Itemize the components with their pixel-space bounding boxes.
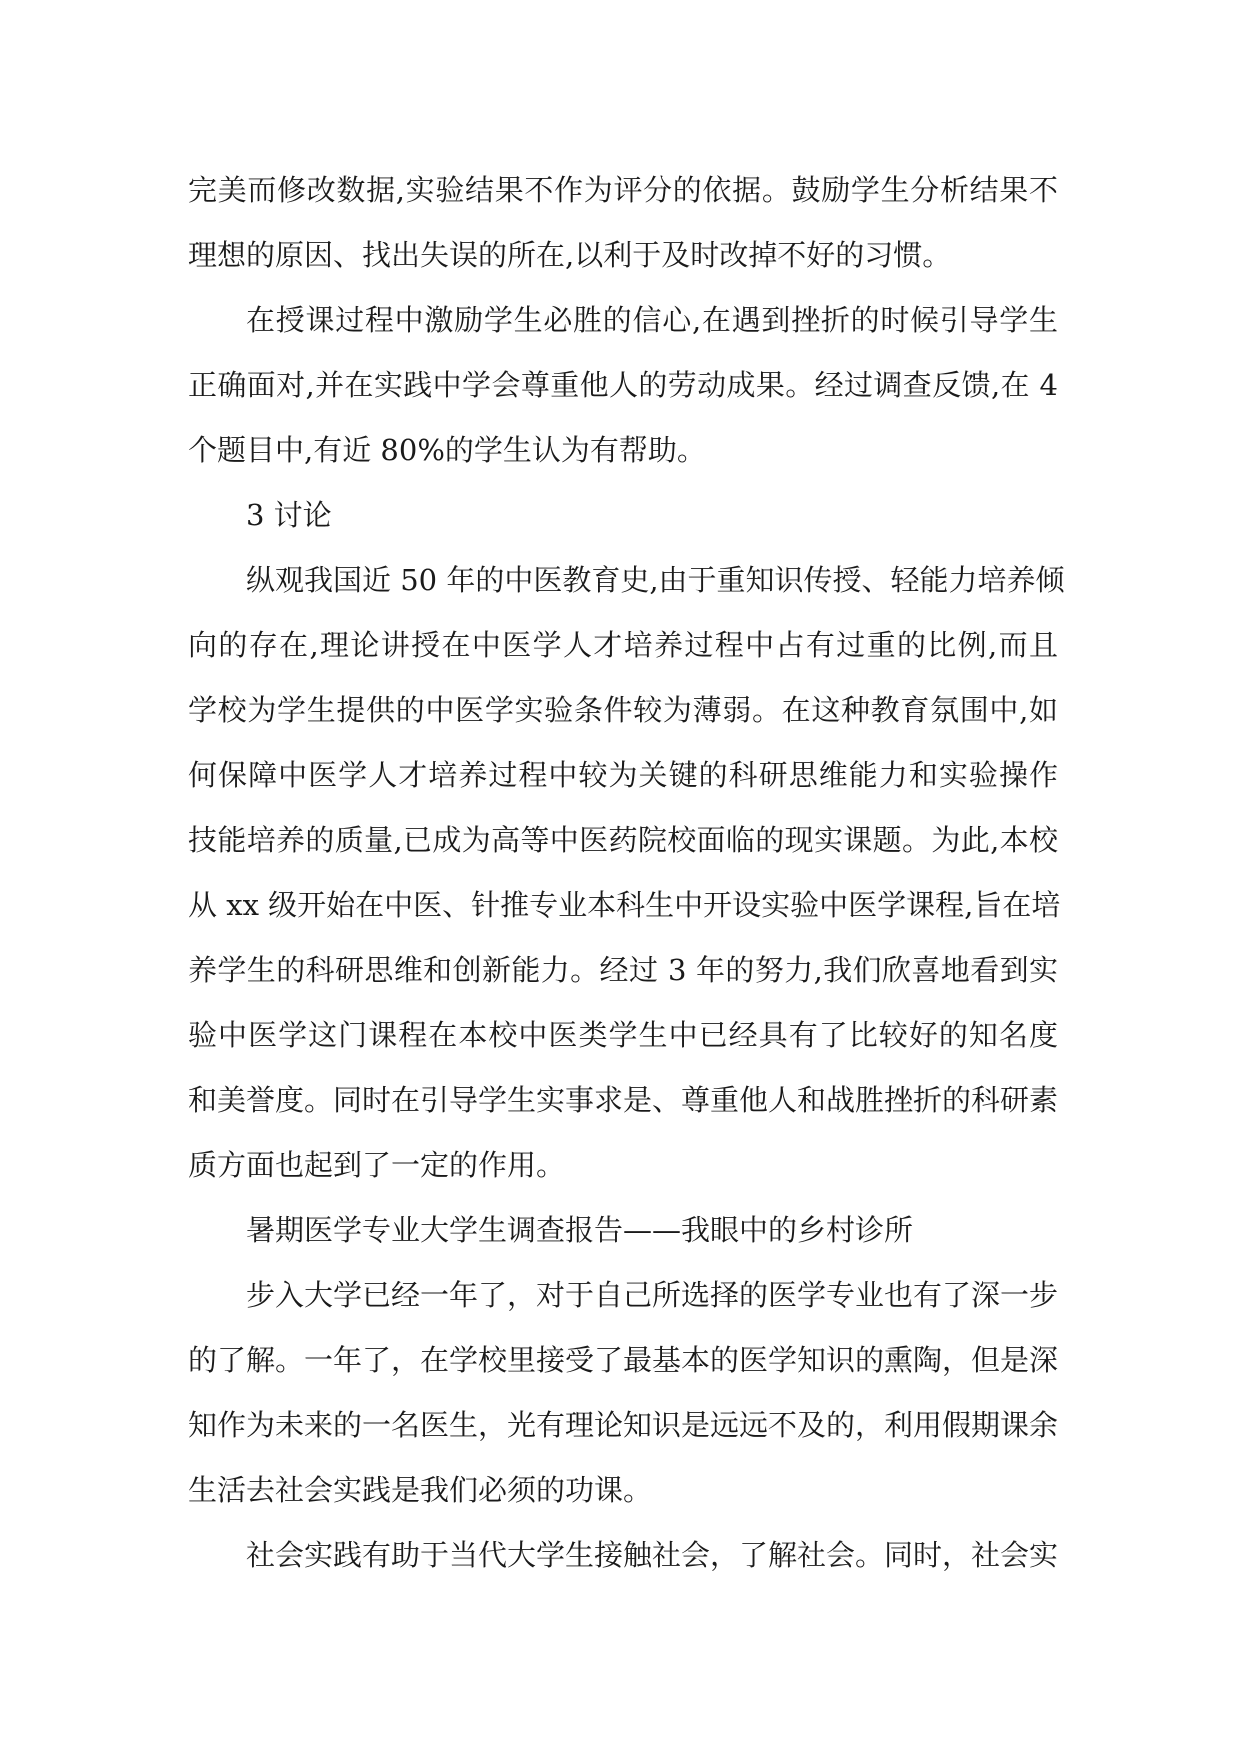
text-line: 纵观我国近 50 年的中医教育史,由于重知识传授、轻能力培养倾 — [246, 563, 1065, 597]
text-line: 养学生的科研思维和创新能力。经过 3 年的努力,我们欣喜地看到实 — [188, 953, 1058, 987]
heading-text: 3 讨论 — [246, 498, 332, 532]
paragraph-report-intro — [188, 1263, 1058, 1523]
text-line: 技能培养的质量,已成为高等中医药院校面临的现实课题。为此,本校 — [188, 823, 1058, 857]
section-heading-discussion — [188, 483, 1058, 548]
text-line: 生活去社会实践是我们必须的功课。 — [188, 1473, 653, 1507]
text-line: 学校为学生提供的中医学实验条件较为薄弱。在这种教育氛围中,如 — [188, 693, 1058, 727]
paragraph-discussion — [188, 548, 1065, 1198]
text-line: 和美誉度。同时在引导学生实事求是、尊重他人和战胜挫折的科研素 — [188, 1083, 1059, 1117]
text-line: 验中医学这门课程在本校中医类学生中已经具有了比较好的知名度 — [188, 1018, 1058, 1052]
text-line: 完美而修改数据,实验结果不作为评分的依据。鼓励学生分析结果不 — [188, 173, 1058, 207]
text-line: 步入大学已经一年了，对于自己所选择的医学专业也有了深一步 — [246, 1278, 1059, 1312]
text-line: 社会实践有助于当代大学生接触社会，了解社会。同时，社会实 — [246, 1538, 1059, 1572]
text-line: 的了解。一年了，在学校里接受了最基本的医学知识的熏陶，但是深 — [188, 1343, 1059, 1377]
text-line: 个题目中,有近 80%的学生认为有帮助。 — [188, 433, 706, 467]
text-line: 理想的原因、找出失误的所在,以利于及时改掉不好的习惯。 — [188, 238, 952, 272]
text-line: 质方面也起到了一定的作用。 — [188, 1148, 566, 1182]
text-line: 从 xx 级开始在中医、针推专业本科生中开设实验中医学课程,旨在培 — [188, 888, 1061, 922]
paragraph-grading-note — [188, 158, 1058, 288]
paragraph-social-practice — [188, 1523, 1058, 1588]
heading-text: 暑期医学专业大学生调查报告——我眼中的乡村诊所 — [246, 1213, 914, 1247]
text-line: 向的存在,理论讲授在中医学人才培养过程中占有过重的比例,而且 — [188, 628, 1058, 662]
text-line: 在授课过程中激励学生必胜的信心,在遇到挫折的时候引导学生 — [246, 303, 1058, 337]
document-body — [188, 158, 1065, 1588]
text-line: 正确面对,并在实践中学会尊重他人的劳动成果。经过调查反馈,在 4 — [188, 368, 1058, 402]
paragraph-encouragement — [188, 288, 1058, 483]
text-line: 知作为未来的一名医生，光有理论知识是远远不及的，利用假期课余 — [188, 1408, 1059, 1442]
report-title — [188, 1198, 1058, 1263]
text-line: 何保障中医学人才培养过程中较为关键的科研思维能力和实验操作 — [188, 758, 1058, 792]
